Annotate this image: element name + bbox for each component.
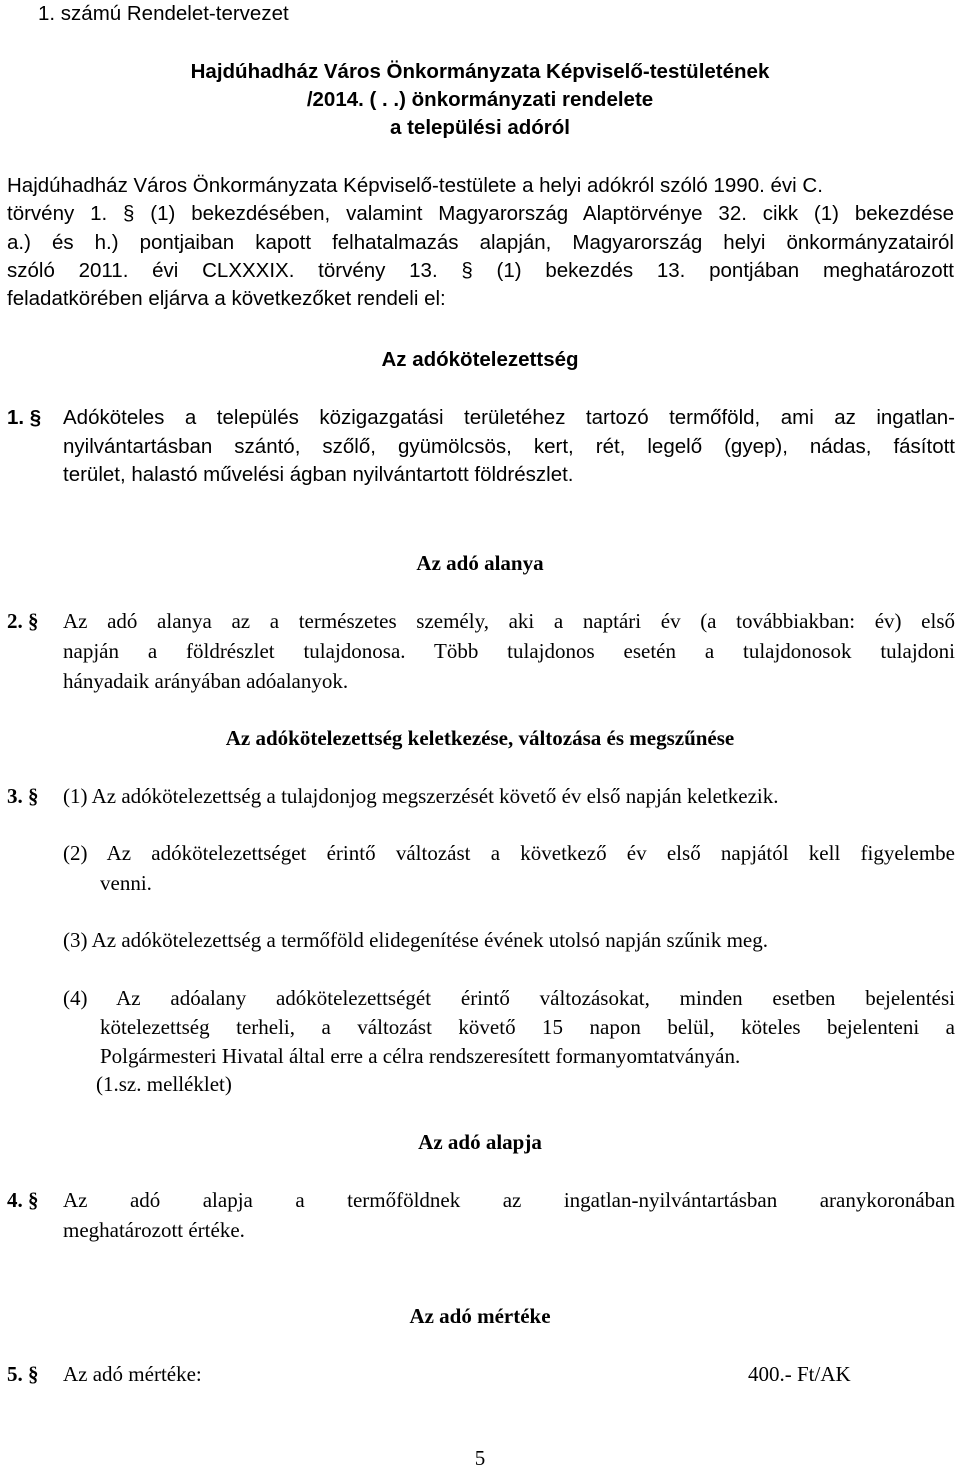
preamble-line: Hajdúhadház Város Önkormányzata Képviselő-testülete a helyi adókról szóló 1990. évi C. — [7, 174, 823, 197]
section-heading: Az adó mértéke — [409, 1304, 551, 1328]
paragraph-2-line: (2) Az adókötelezettséget érintő változást a következő év első napjától kell figyelembe — [63, 841, 955, 865]
section-text-line: hányadaik arányában adóalanyok. — [63, 669, 349, 693]
section-text-line: meghatározott értéke. — [63, 1218, 245, 1242]
paragraph-3: (3) Az adókötelezettség a termőföld elidegenítése évének utolsó napján szűnik meg. — [63, 928, 769, 952]
section-text-line: nyilvántartásban szántó, szőlő, gyümölcsös, kert, rét, legelő (gyep), nádas, fásított — [63, 435, 955, 458]
preamble-line: törvény 1. § (1) bekezdésében, valamint Magyarország Alaptörvénye 32. cikk (1) bekezdése — [7, 202, 954, 225]
section-text-line: Az adó alapja a termőföldnek az ingatlan-nyilvántartásban aranykoronában — [63, 1188, 955, 1212]
paragraph-4-line: (4) Az adóalany adókötelezettségét érintő változásokat, minden esetben bejelentési — [63, 986, 955, 1010]
paragraph-1: (1) Az adókötelezettség a tulajdonjog megszerzését követő év első napján keletkezik. — [63, 784, 779, 808]
title-line-3: a települési adóról — [390, 116, 570, 139]
section-text-line: Adóköteles a település közigazgatási területéhez tartozó termőföld, ami az ingatlan- — [63, 406, 955, 429]
section-text-line: Az adó alanya az a természetes személy, aki a naptári év (a továbbiakban: év) első — [63, 609, 955, 633]
annex-reference: (1.sz. melléklet) — [96, 1072, 232, 1096]
preamble-line: a.) és h.) pontjaiban kapott felhatalmazás alapján, Magyarország helyi önkormányzatairól — [7, 231, 954, 254]
paragraph-2-line: venni. — [100, 871, 152, 895]
section-number: 2. § — [7, 609, 39, 633]
draft-label: 1. számú Rendelet-tervezet — [38, 2, 289, 25]
section-number: 5. § — [7, 1362, 39, 1386]
section-text-line: napján a földrészlet tulajdonosa. Több tulajdonos esetén a tulajdonosok tulajdoni — [63, 639, 955, 663]
section-number: 1. § — [7, 406, 42, 429]
section-heading: Az adó alanya — [416, 551, 544, 575]
section-text-line: terület, halastó művelési ágban nyilvántartott földrészlet. — [63, 463, 574, 486]
section-heading: Az adókötelezettség keletkezése, változása és megszűnése — [225, 726, 735, 750]
section-heading: Az adó alapja — [418, 1130, 542, 1154]
title-line-1: Hajdúhadház Város Önkormányzata Képviselő-testületének — [190, 60, 770, 83]
title-line-2: /2014. ( . .) önkormányzati rendelete — [306, 88, 654, 111]
section-heading: Az adókötelezettség — [381, 348, 579, 371]
rate-value: 400.- Ft/AK — [748, 1362, 851, 1386]
rate-label: Az adó mértéke: — [63, 1362, 202, 1386]
section-number: 3. § — [7, 784, 39, 808]
preamble-line: szóló 2011. évi CLXXXIX. törvény 13. § (1) bekezdés 13. pontjában meghatározott — [7, 259, 954, 282]
section-number: 4. § — [7, 1188, 39, 1212]
paragraph-4-line: Polgármesteri Hivatal által erre a célra rendszeresített formanyomtatványán. — [100, 1044, 741, 1068]
page-number: 5 — [474, 1446, 486, 1470]
paragraph-4-line: kötelezettség terheli, a változást követő 15 napon belül, köteles bejelenteni a — [100, 1015, 955, 1039]
preamble-line: feladatkörében eljárva a következőket rendeli el: — [7, 287, 446, 310]
